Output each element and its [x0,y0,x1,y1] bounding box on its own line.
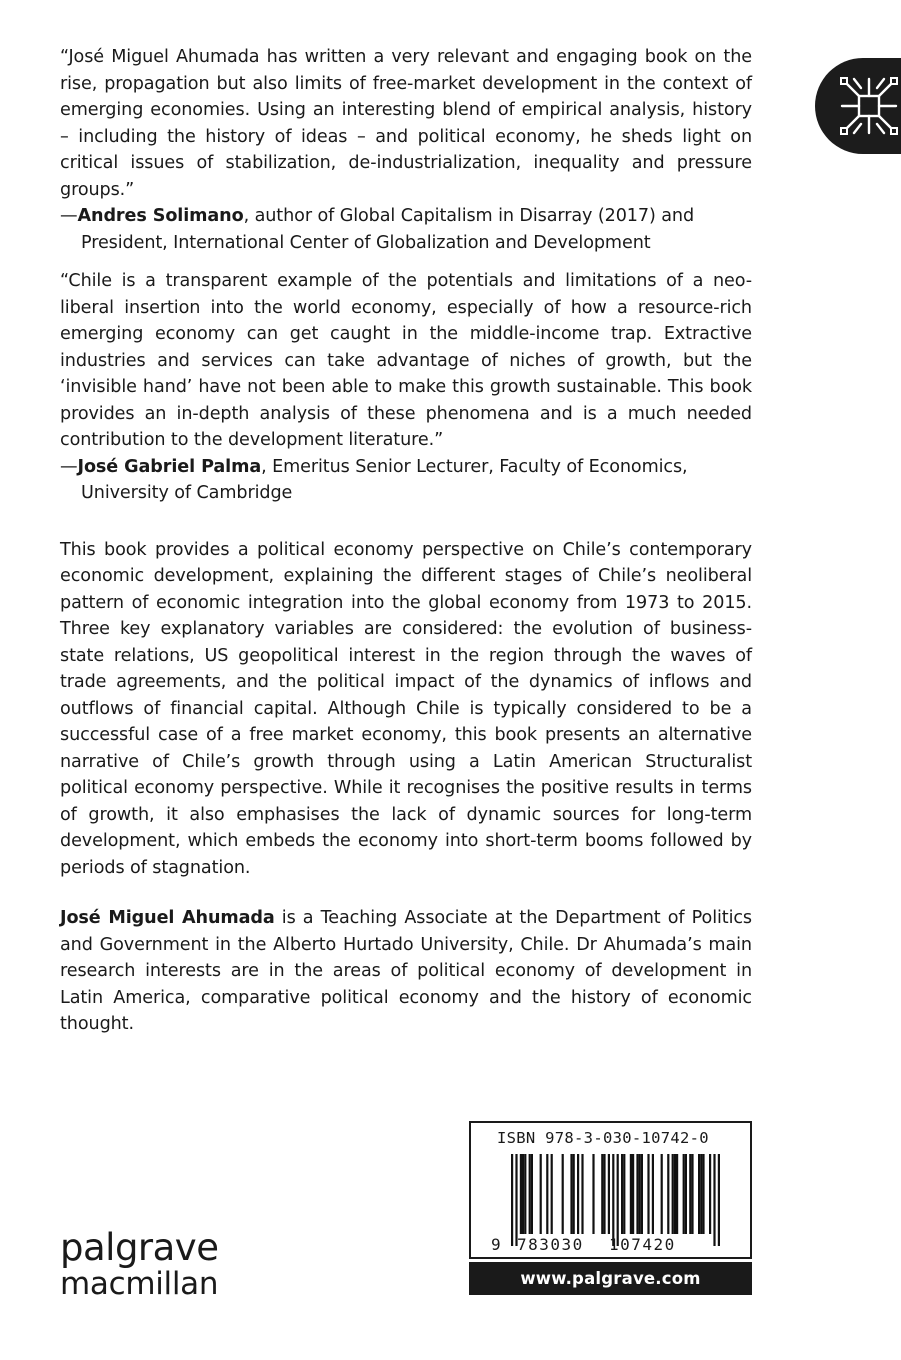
barcode-bar [672,1154,674,1234]
barcode-bar [636,1154,638,1234]
barcode-bar [603,1154,605,1234]
endorser-affiliation-1: , author of Global Capitalism in Disarray (2017) and President, International Center of Globalization and Development [81,206,695,253]
barcode-bar [515,1154,517,1246]
attribution-dash: — [60,456,78,477]
isbn-label: ISBN 978-3-030-10742-0 [497,1129,709,1147]
barcode-lead-digit: 9 [491,1235,503,1254]
endorsement-attribution-1 [60,203,752,256]
barcode-bar [570,1154,572,1234]
barcode-bar [702,1154,704,1234]
barcode-bar [639,1154,641,1234]
barcode-bar [623,1154,625,1234]
barcode-bar [601,1154,603,1234]
publisher-url: www.palgrave.com [469,1262,752,1295]
barcode-bar [685,1154,687,1234]
barcode-right-digits: 107420 [609,1235,676,1254]
barcode-bar [641,1154,643,1234]
circuit-node-icon [837,74,901,138]
barcode-bar [676,1154,678,1234]
series-badge [815,58,901,154]
barcode-bar [531,1154,533,1234]
barcode-bar [551,1154,553,1234]
author-bio [60,905,752,1038]
endorsement-quote-1: “José Miguel Ahumada has written a very relevant and engaging book on the rise, propagation but also limits of free-market development in the context of emerging economies. Using an interesting blend of empirical analysis, history – including the history of ideas – and political economy, he sheds light on critical issues of stabilization, de-industrialization, inequality and pressure groups.” [60,47,752,200]
barcode-bar [617,1154,619,1246]
barcode-bar [683,1154,685,1234]
barcode-bar [529,1154,531,1234]
endorser-name-2: José Gabriel Palma [77,456,262,477]
endorsement-quote-2: “Chile is a transparent example of the potentials and limitations of a neo-liberal insertion into the world economy, especially of how a resource-rich emerging economy can get caught in the middle-income trap. Extractive industries and services can take advantage of niches of growth, but the ‘invisible hand’ have not been able to make this growth sustainable. This book provides an in-depth analysis of these phenomena and is a much needed contribution to the development literature.” [60,271,752,450]
publisher-logo-line2: macmillan [60,1266,219,1302]
isbn-barcode [469,1121,752,1259]
endorsement-attribution-2 [60,454,752,507]
barcode-bar [577,1154,579,1234]
barcode-bar [689,1154,691,1234]
barcode-bar [718,1154,720,1246]
author-name: José Miguel Ahumada [60,908,275,928]
barcode-bar [700,1154,702,1234]
publisher-logo [60,1228,218,1300]
endorser-affiliation-2: , Emeritus Senior Lecturer, Faculty of Economics, University of Cambridge [81,456,688,503]
barcode-bar [632,1154,634,1234]
barcode-bar [573,1154,575,1234]
barcode-left-digits: 783030 [517,1235,584,1254]
barcode-bar [691,1154,693,1234]
barcode-bar [661,1154,663,1234]
publisher-logo-line1: palgrave [60,1226,219,1269]
endorser-name-1: Andres Solimano [77,206,244,226]
barcode-bar [621,1154,623,1234]
barcode-bar [524,1154,526,1234]
barcode-bar [546,1154,548,1234]
barcode-bar [674,1154,676,1234]
barcode-bar [630,1154,632,1234]
barcode-bar [652,1154,654,1234]
barcode-bar [709,1154,711,1234]
barcode-bar [520,1154,522,1234]
barcode-bar [713,1154,715,1246]
barcode-bar [608,1154,610,1234]
cover-text-column [60,44,752,1038]
barcode-bar [592,1154,594,1234]
barcode-bar [667,1154,669,1234]
author-bio-text: is a Teaching Associate at the Department of Politics and Government in the Alberto Hurtado University, Chile. Dr Ahumada’s main research interests are in the areas of political economy of development in Latin America, comparative political economy and the history of economic thought. [60,908,752,1034]
attribution-dash: — [60,206,78,226]
barcode-bar [698,1154,700,1234]
barcode-bar [540,1154,542,1234]
barcode-bar [647,1154,649,1234]
barcode-bar [562,1154,564,1234]
book-description: This book provides a political economy perspective on Chile’s contemporary economic development, explaining the different stages of Chile’s neoliberal pattern of economic integration into the global economy from 1973 to 2015. Three key explanatory variables are considered: the evolution of business-state relations, US geopolitical interest in the region through the waves of trade agreements, and the political impact of the dynamics of inflows and outflows of financial capital. Although Chile is typically considered to be a successful case of a free market economy, this book presents an alternative narrative of Chile’s growth through using a Latin American Structuralist political economy perspective. While it recognises the positive results in terms of growth, it also emphasises the lack of dynamic sources for long-term development, which embeds the economy into short-term booms followed by periods of stagnation. [60,539,752,878]
barcode-bar [511,1154,513,1246]
barcode-bar [522,1154,524,1234]
barcode-bar [581,1154,583,1234]
barcode-bar [612,1154,614,1246]
